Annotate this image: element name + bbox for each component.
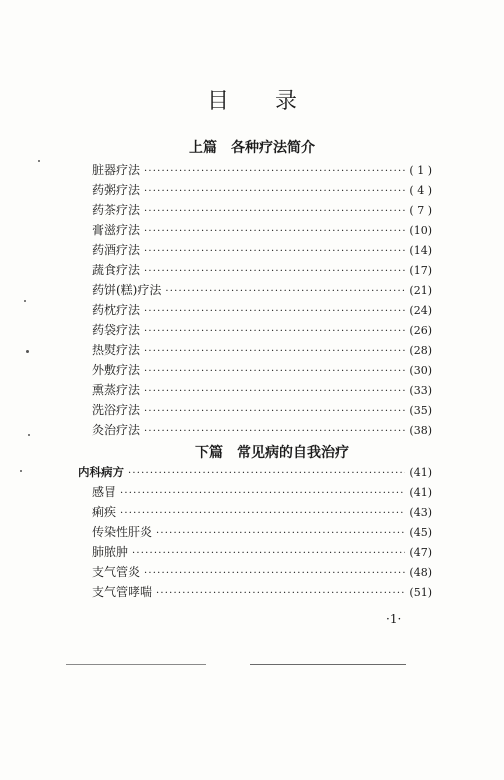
dot-leader xyxy=(144,302,405,322)
page-title xyxy=(0,84,504,115)
toc-entry[interactable] xyxy=(92,502,432,522)
toc-entry-label: 痢疾 xyxy=(92,505,117,519)
toc-entry-page: (45) xyxy=(409,526,432,539)
toc-entry[interactable] xyxy=(92,542,432,562)
toc-entry-label: 脏器疗法 xyxy=(92,163,141,177)
toc-entry-page: (17) xyxy=(409,264,432,277)
dot-leader xyxy=(144,422,405,442)
toc-entry-page: (26) xyxy=(409,324,432,337)
toc-entry-page: ( 4 ) xyxy=(409,184,432,197)
dot-leader xyxy=(144,362,405,382)
toc-entry[interactable] xyxy=(92,220,432,240)
toc-entry-page: (43) xyxy=(409,506,432,519)
toc-entry-page: (35) xyxy=(409,404,432,417)
toc-entry-label: 药饼(糕)疗法 xyxy=(92,283,162,297)
toc-category[interactable] xyxy=(78,462,432,482)
scan-speck xyxy=(20,470,22,472)
dot-leader xyxy=(144,182,405,202)
toc-entry-page: (28) xyxy=(409,344,432,357)
part1-label: 上篇 xyxy=(189,140,217,156)
part2-heading xyxy=(20,442,504,462)
toc-entry-label: 熏蒸疗法 xyxy=(92,383,141,397)
toc-entry-page: (48) xyxy=(409,566,432,579)
toc-entry[interactable] xyxy=(92,562,432,582)
toc-entry-label: 支气管炎 xyxy=(92,565,141,579)
toc-entry-page: (30) xyxy=(409,364,432,377)
dot-leader xyxy=(144,402,405,422)
toc-entry-label: 感冒 xyxy=(92,485,117,499)
dot-leader xyxy=(144,382,405,402)
toc-entry[interactable] xyxy=(92,320,432,340)
toc-entry-label: 蔬食疗法 xyxy=(92,263,141,277)
toc-entry-page: (24) xyxy=(409,304,432,317)
part2-label: 下篇 xyxy=(195,445,223,461)
dot-leader xyxy=(144,202,405,222)
toc-entry-page: (47) xyxy=(409,546,432,559)
toc-entry[interactable] xyxy=(92,400,432,420)
toc-entry[interactable] xyxy=(92,280,432,300)
toc-entry[interactable] xyxy=(92,360,432,380)
toc-entry-label: 药酒疗法 xyxy=(92,243,141,257)
page-number: ·1· xyxy=(386,612,402,626)
dot-leader xyxy=(144,564,405,584)
toc-entry-label: 药粥疗法 xyxy=(92,183,141,197)
toc-entry[interactable] xyxy=(92,482,432,502)
toc-entry-page: (38) xyxy=(409,424,432,437)
toc-entry[interactable] xyxy=(92,240,432,260)
dot-leader xyxy=(132,544,405,564)
toc-category-label: 内科病方 xyxy=(78,465,124,479)
toc-entry[interactable] xyxy=(92,420,432,440)
toc-entry-label: 热熨疗法 xyxy=(92,343,141,357)
toc-entry[interactable] xyxy=(92,260,432,280)
scan-speck xyxy=(28,434,30,436)
part2-name: 常见病的自我治疗 xyxy=(237,445,349,461)
scan-rule xyxy=(66,664,206,665)
toc-entry[interactable] xyxy=(92,340,432,360)
dot-leader xyxy=(165,282,405,302)
toc-entry-label: 药枕疗法 xyxy=(92,303,141,317)
toc-entry-page: (33) xyxy=(409,384,432,397)
toc-entry[interactable] xyxy=(92,300,432,320)
toc-entry-label: 膏滋疗法 xyxy=(92,223,141,237)
scan-speck xyxy=(38,160,40,162)
toc-entry[interactable] xyxy=(92,380,432,400)
toc-entry-label: 洗浴疗法 xyxy=(92,403,141,417)
dot-leader xyxy=(144,242,405,262)
toc-entry[interactable] xyxy=(92,582,432,602)
toc-entry[interactable] xyxy=(92,180,432,200)
toc-entry[interactable] xyxy=(92,522,432,542)
title-char-2: 录 xyxy=(275,89,298,114)
toc-entry-page: ( 1 ) xyxy=(409,164,432,177)
dot-leader xyxy=(144,342,405,362)
dot-leader xyxy=(156,524,405,544)
toc-entry-page: (51) xyxy=(409,586,432,599)
title-char-1: 目 xyxy=(206,89,229,114)
toc-entry-page: (21) xyxy=(409,284,432,297)
dot-leader xyxy=(144,162,405,182)
toc-entry-label: 药袋疗法 xyxy=(92,323,141,337)
dot-leader xyxy=(144,262,405,282)
dot-leader xyxy=(120,484,405,504)
scan-speck xyxy=(24,300,26,302)
toc-entry-label: 肺脓肿 xyxy=(92,545,129,559)
toc-entry-label: 支气管哮喘 xyxy=(92,585,153,599)
toc-entry[interactable] xyxy=(92,160,432,180)
toc-entry-label: 灸治疗法 xyxy=(92,423,141,437)
scan-rule xyxy=(250,664,406,665)
toc-entry-page: (41) xyxy=(409,486,432,499)
toc-entry-page: (10) xyxy=(409,224,432,237)
toc-category-page: (41) xyxy=(409,466,432,479)
toc-entry-page: (14) xyxy=(409,244,432,257)
dot-leader xyxy=(120,504,405,524)
dot-leader xyxy=(144,222,405,242)
dot-leader xyxy=(156,584,405,604)
toc-entry-page: ( 7 ) xyxy=(409,204,432,217)
toc-entry[interactable] xyxy=(92,200,432,220)
scan-speck xyxy=(26,350,29,353)
part1-name: 各种疗法简介 xyxy=(231,140,315,156)
toc-entry-label: 外敷疗法 xyxy=(92,363,141,377)
dot-leader xyxy=(128,464,405,484)
toc-entry-label: 传染性肝炎 xyxy=(92,525,153,539)
part1-heading xyxy=(0,137,504,157)
dot-leader xyxy=(144,322,405,342)
toc-entry-label: 药茶疗法 xyxy=(92,203,141,217)
